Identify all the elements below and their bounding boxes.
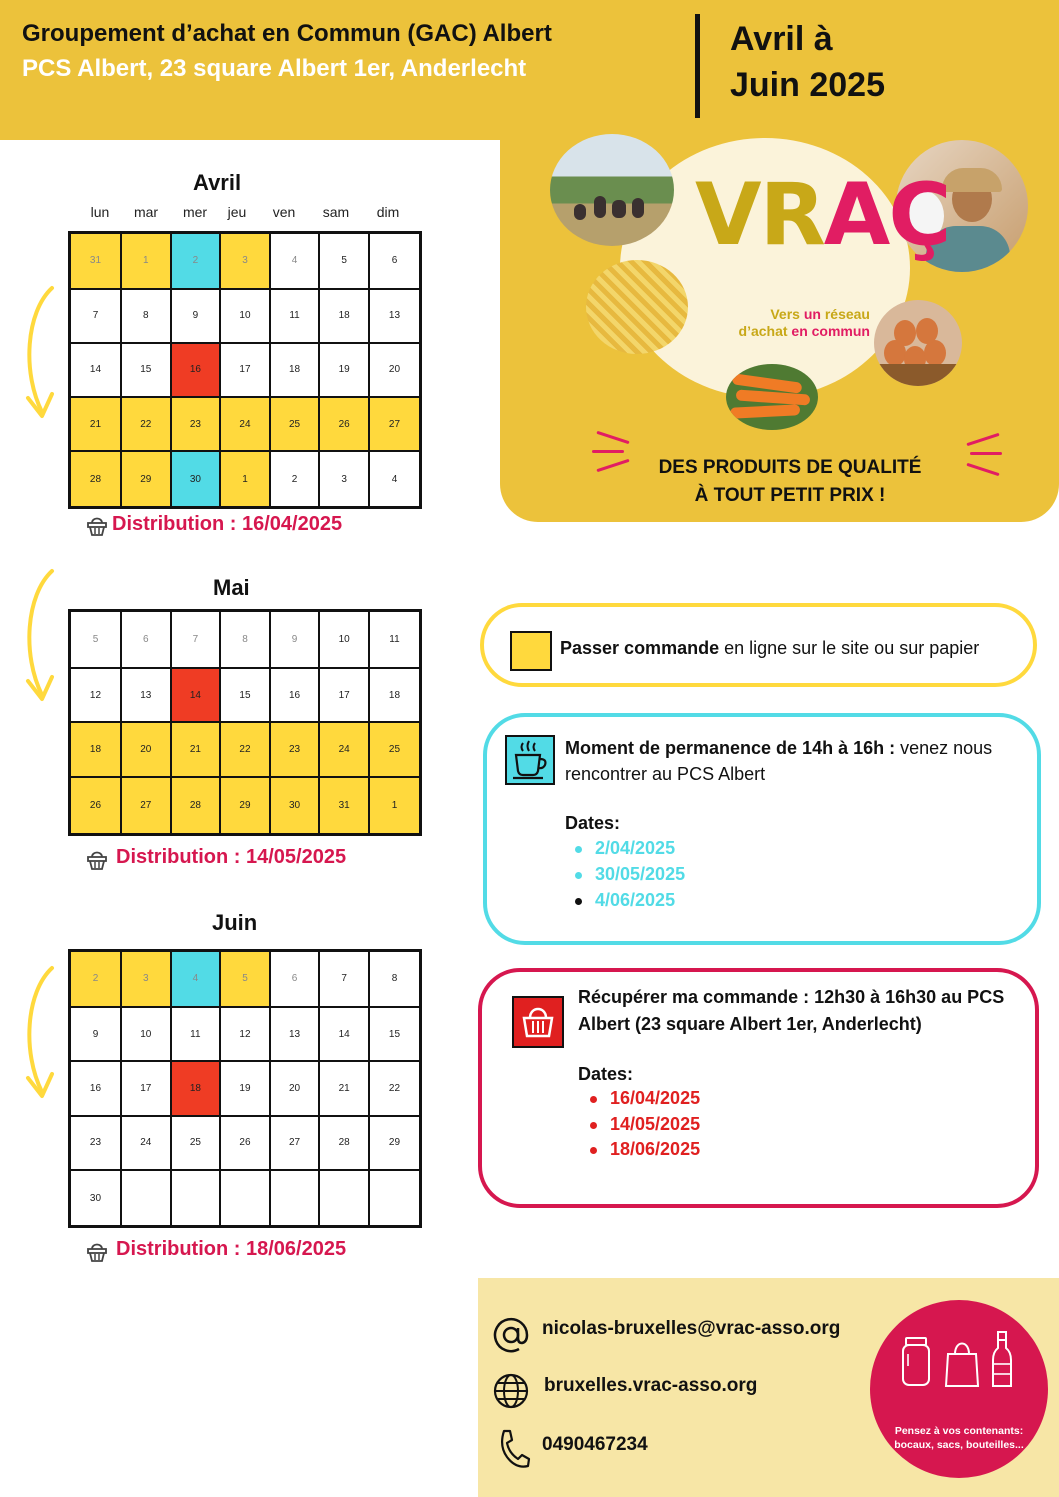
day-cell: 19 bbox=[220, 1061, 270, 1115]
day-cell: 24 bbox=[121, 1116, 171, 1170]
day-cell-permanence: 30 bbox=[171, 451, 221, 507]
photo-pasta bbox=[586, 260, 688, 354]
day-cell-distribution: 16 bbox=[171, 343, 221, 397]
day-cell: 16 bbox=[270, 668, 320, 723]
bullet-dot bbox=[590, 1147, 597, 1154]
day-cell: 4 bbox=[369, 451, 421, 507]
bottle-icon bbox=[990, 1330, 1014, 1390]
day-cell: 10 bbox=[121, 1007, 171, 1061]
day-cell: 22 bbox=[121, 397, 171, 451]
month-title-may: Mai bbox=[213, 575, 250, 600]
day-cell bbox=[319, 1170, 369, 1226]
day-cell: 21 bbox=[171, 722, 221, 777]
day-cell: 13 bbox=[121, 668, 171, 723]
basket-icon bbox=[86, 515, 108, 537]
day-cell: 27 bbox=[121, 777, 171, 834]
globe-icon bbox=[492, 1372, 530, 1410]
pickup-date: 14/05/2025 bbox=[610, 1114, 701, 1134]
legend-pickup-box bbox=[478, 968, 1039, 1208]
header-divider bbox=[695, 14, 700, 118]
weekday-label: mar bbox=[133, 204, 159, 220]
permanence-date: 30/05/2025 bbox=[595, 864, 686, 884]
pickup-date: 18/06/2025 bbox=[610, 1139, 701, 1159]
basket-icon bbox=[86, 849, 108, 871]
day-cell: 2 bbox=[70, 951, 121, 1007]
logo-tagline: Vers un réseau d’achat en commun bbox=[738, 306, 870, 339]
day-cell: 25 bbox=[171, 1116, 221, 1170]
dates-label: Dates: bbox=[565, 813, 621, 833]
burst-line bbox=[966, 463, 999, 476]
day-cell: 8 bbox=[121, 289, 171, 343]
day-cell: 8 bbox=[220, 611, 270, 668]
day-cell: 31 bbox=[70, 233, 121, 289]
day-cell-permanence: 4 bbox=[171, 951, 221, 1007]
basket-icon bbox=[512, 996, 564, 1048]
day-cell: 18 bbox=[270, 343, 320, 397]
burst-line bbox=[592, 450, 624, 453]
day-cell: 1 bbox=[369, 777, 421, 834]
photo-picnic-field bbox=[550, 134, 674, 246]
bullet-dot bbox=[575, 898, 582, 905]
day-cell: 18 bbox=[369, 668, 421, 723]
day-cell: 20 bbox=[369, 343, 421, 397]
header-title: Groupement d’achat en Commun (GAC) Albert bbox=[22, 20, 552, 47]
weekday-label: jeu bbox=[227, 204, 247, 220]
bag-icon bbox=[944, 1336, 980, 1388]
curved-arrow-icon bbox=[18, 282, 62, 426]
day-cell-distribution: 18 bbox=[171, 1061, 221, 1115]
day-cell: 13 bbox=[369, 289, 421, 343]
day-cell bbox=[121, 1170, 171, 1226]
day-cell: 7 bbox=[171, 611, 221, 668]
day-cell: 22 bbox=[369, 1061, 421, 1115]
basket-icon bbox=[86, 1241, 108, 1263]
weekday-label: ven bbox=[272, 204, 296, 220]
day-cell: 9 bbox=[70, 1007, 121, 1061]
day-cell: 17 bbox=[121, 1061, 171, 1115]
day-cell: 12 bbox=[220, 1007, 270, 1061]
day-cell: 27 bbox=[369, 397, 421, 451]
curved-arrow-icon bbox=[18, 565, 62, 709]
legend-permanence-text: Moment de permanence de 14h à 16h : venez nous rencontrer au PCS Albert bbox=[565, 738, 993, 784]
day-cell: 10 bbox=[319, 611, 369, 668]
month-title-april: Avril bbox=[193, 170, 242, 195]
legend-order-box bbox=[480, 603, 1037, 687]
day-cell: 5 bbox=[319, 233, 369, 289]
day-cell: 28 bbox=[319, 1116, 369, 1170]
day-cell: 23 bbox=[270, 722, 320, 777]
bullet-dot bbox=[575, 872, 582, 879]
distribution-date-april: Distribution : 16/04/2025 bbox=[112, 513, 343, 535]
legend-permanence-box bbox=[483, 713, 1041, 945]
day-cell: 5 bbox=[220, 951, 270, 1007]
burst-line bbox=[596, 431, 629, 444]
day-cell: 28 bbox=[70, 451, 121, 507]
coffee-cup-icon bbox=[505, 735, 555, 785]
day-cell: 13 bbox=[270, 1007, 320, 1061]
day-cell: 30 bbox=[270, 777, 320, 834]
period-line-2: Juin 2025 bbox=[730, 66, 885, 104]
day-cell: 4 bbox=[270, 233, 320, 289]
day-cell: 23 bbox=[171, 397, 221, 451]
day-cell: 15 bbox=[121, 343, 171, 397]
day-cell: 11 bbox=[369, 611, 421, 668]
weekday-label: dim bbox=[376, 204, 400, 220]
day-cell: 1 bbox=[121, 233, 171, 289]
day-cell: 20 bbox=[270, 1061, 320, 1115]
day-cell: 24 bbox=[220, 397, 270, 451]
at-sign-icon bbox=[492, 1316, 530, 1354]
calendar-june bbox=[68, 949, 422, 1228]
day-cell: 6 bbox=[369, 233, 421, 289]
day-cell bbox=[369, 1170, 421, 1226]
day-cell bbox=[270, 1170, 320, 1226]
day-cell: 14 bbox=[70, 343, 121, 397]
day-cell: 3 bbox=[121, 951, 171, 1007]
month-title-june: Juin bbox=[212, 910, 258, 935]
burst-line bbox=[970, 452, 1002, 455]
day-cell: 15 bbox=[369, 1007, 421, 1061]
day-cell: 17 bbox=[220, 343, 270, 397]
day-cell: 3 bbox=[319, 451, 369, 507]
day-cell: 30 bbox=[70, 1170, 121, 1226]
day-cell: 11 bbox=[270, 289, 320, 343]
day-cell: 29 bbox=[220, 777, 270, 834]
day-cell: 22 bbox=[220, 722, 270, 777]
permanence-date: 4/06/2025 bbox=[595, 890, 676, 910]
vrac-logo: VRAÇ bbox=[695, 165, 950, 265]
day-cell-distribution: 14 bbox=[171, 668, 221, 723]
bullet-dot bbox=[590, 1096, 597, 1103]
day-cell: 21 bbox=[319, 1061, 369, 1115]
day-cell: 26 bbox=[70, 777, 121, 834]
day-cell bbox=[220, 1170, 270, 1226]
day-cell: 15 bbox=[220, 668, 270, 723]
day-cell: 25 bbox=[270, 397, 320, 451]
hero-block bbox=[500, 138, 1059, 522]
day-cell: 9 bbox=[270, 611, 320, 668]
day-cell: 21 bbox=[70, 397, 121, 451]
day-cell: 3 bbox=[220, 233, 270, 289]
distribution-date-may: Distribution : 14/05/2025 bbox=[116, 846, 347, 868]
bring-containers-badge bbox=[870, 1300, 1048, 1478]
day-cell: 25 bbox=[369, 722, 421, 777]
weekday-label: mer bbox=[182, 204, 208, 220]
header-address: PCS Albert, 23 square Albert 1er, Anderlecht bbox=[22, 55, 527, 82]
day-cell: 5 bbox=[70, 611, 121, 668]
bullet-dot bbox=[590, 1122, 597, 1129]
day-cell: 20 bbox=[121, 722, 171, 777]
day-cell: 31 bbox=[319, 777, 369, 834]
legend-pickup-text: Récupérer ma commande : 12h30 à 16h30 au PCS Albert (23 square Albert 1er, Anderlecht) bbox=[578, 987, 1005, 1034]
header-banner bbox=[0, 0, 1059, 140]
day-cell: 24 bbox=[319, 722, 369, 777]
weekday-label: lun bbox=[90, 204, 110, 220]
bring-containers-text: Pensez à vos contenants: bocaux, sacs, bouteilles... bbox=[894, 1425, 1024, 1451]
day-cell: 27 bbox=[270, 1116, 320, 1170]
day-cell: 29 bbox=[369, 1116, 421, 1170]
contact-email[interactable]: nicolas-bruxelles@vrac-asso.org bbox=[542, 1318, 841, 1339]
day-cell: 6 bbox=[121, 611, 171, 668]
photo-carrots bbox=[726, 364, 818, 430]
curved-arrow-icon bbox=[18, 962, 62, 1106]
day-cell: 8 bbox=[369, 951, 421, 1007]
distribution-date-june: Distribution : 18/06/2025 bbox=[116, 1238, 347, 1260]
day-cell: 11 bbox=[171, 1007, 221, 1061]
day-cell: 2 bbox=[171, 233, 221, 289]
day-cell: 18 bbox=[70, 722, 121, 777]
day-cell: 28 bbox=[171, 777, 221, 834]
day-cell: 9 bbox=[171, 289, 221, 343]
jar-icon bbox=[900, 1336, 932, 1388]
day-cell: 26 bbox=[319, 397, 369, 451]
day-cell: 2 bbox=[270, 451, 320, 507]
burst-line bbox=[966, 433, 999, 446]
hero-tagline: DES PRODUITS DE QUALITÉ À TOUT PETIT PRIX ! bbox=[658, 457, 922, 506]
pickup-date: 16/04/2025 bbox=[610, 1088, 701, 1108]
day-cell: 6 bbox=[270, 951, 320, 1007]
day-cell: 19 bbox=[319, 343, 369, 397]
permanence-date: 2/04/2025 bbox=[595, 838, 676, 858]
day-cell: 14 bbox=[319, 1007, 369, 1061]
yellow-square-icon bbox=[510, 631, 552, 671]
bullet-dot bbox=[575, 846, 582, 853]
phone-icon bbox=[496, 1428, 532, 1470]
contact-website[interactable]: bruxelles.vrac-asso.org bbox=[544, 1375, 758, 1396]
contact-block bbox=[478, 1278, 1059, 1497]
day-cell: 10 bbox=[220, 289, 270, 343]
day-cell: 7 bbox=[70, 289, 121, 343]
period-line-1: Avril à bbox=[730, 20, 833, 58]
day-cell: 26 bbox=[220, 1116, 270, 1170]
day-cell: 18 bbox=[319, 289, 369, 343]
day-cell: 29 bbox=[121, 451, 171, 507]
day-cell: 16 bbox=[70, 1061, 121, 1115]
legend-order-text: Passer commande en ligne sur le site ou sur papier bbox=[560, 638, 980, 658]
weekday-label: sam bbox=[322, 204, 350, 220]
day-cell: 7 bbox=[319, 951, 369, 1007]
photo-eggs bbox=[874, 300, 962, 386]
day-cell: 1 bbox=[220, 451, 270, 507]
day-cell: 23 bbox=[70, 1116, 121, 1170]
day-cell: 12 bbox=[70, 668, 121, 723]
contact-phone[interactable]: 0490467234 bbox=[542, 1434, 648, 1455]
calendar-april bbox=[68, 231, 422, 509]
burst-line bbox=[596, 459, 629, 472]
day-cell: 17 bbox=[319, 668, 369, 723]
day-cell bbox=[171, 1170, 221, 1226]
dates-label: Dates: bbox=[578, 1064, 634, 1084]
calendar-may bbox=[68, 609, 422, 836]
